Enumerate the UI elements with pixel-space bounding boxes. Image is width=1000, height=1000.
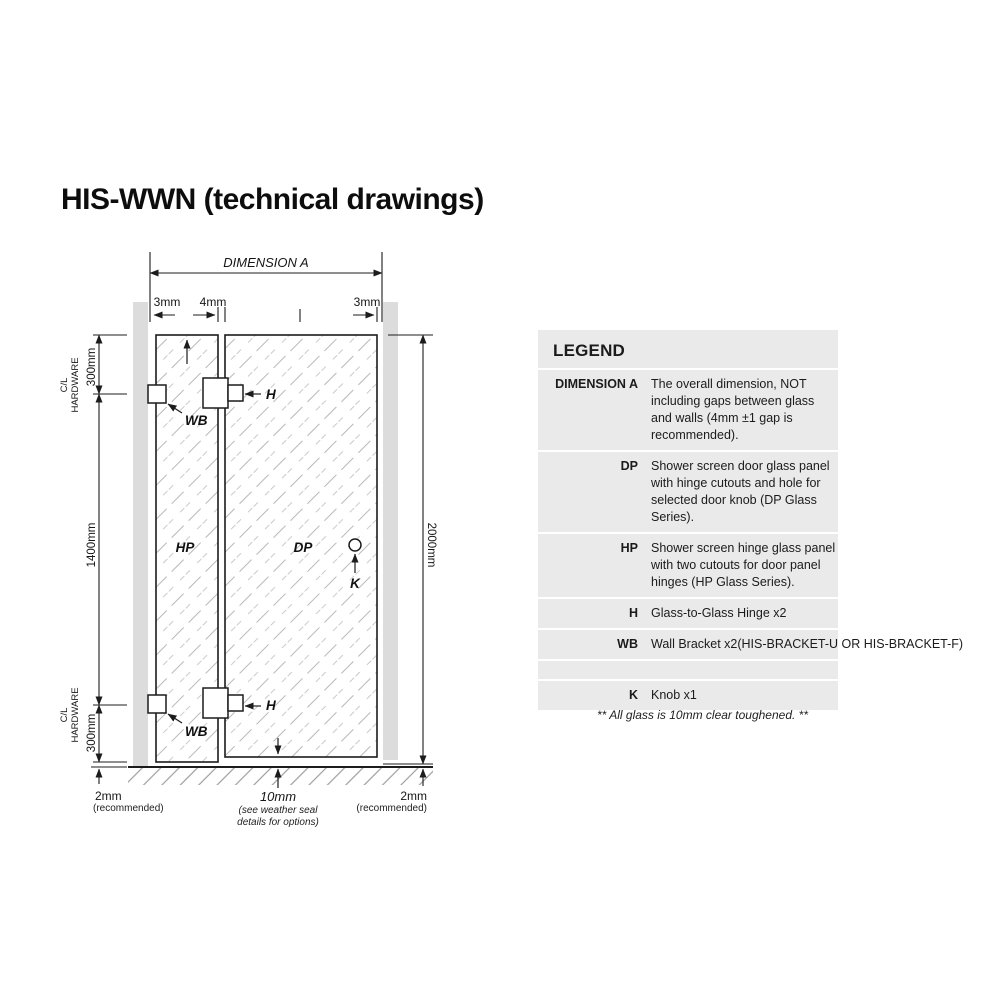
gap-3mm-left-label: 3mm [153, 295, 181, 309]
gap-2mm-left-note: (recommended) [93, 803, 164, 814]
h-top-label: H [266, 387, 276, 402]
legend-row-k [538, 679, 838, 710]
legend-panel [538, 330, 964, 710]
wb-bottom-label: WB [185, 724, 208, 739]
legend-title: LEGEND [553, 341, 626, 360]
legend-term: DIMENSION A [555, 377, 638, 391]
legend-desc: Wall Bracket x2(HIS-BRACKET-U OR HIS-BRACKET-F) [651, 637, 964, 651]
glass-hinge-bottom-tab [228, 695, 243, 711]
legend-desc: Shower screen hinge glass panel with two cutouts for door panel hinges (HP Glass Series). [651, 541, 836, 589]
gap-10mm-label: 10mm [259, 789, 297, 804]
hp-panel-label: HP [175, 540, 195, 555]
gap-4mm-label: 4mm [199, 295, 227, 309]
legend-desc [651, 666, 838, 674]
cl-hardware-top-label-1: C/L [59, 377, 70, 393]
wb-top-label: WB [185, 413, 208, 428]
weather-seal-note-2: details for options) [237, 817, 319, 828]
weather-seal-note-1: (see weather seal [238, 805, 318, 816]
gap-2mm-left-label: 2mm [95, 789, 122, 803]
gap-2mm-right-label: 2mm [400, 789, 427, 803]
legend-desc: Knob x1 [651, 688, 697, 702]
legend-row-dimension-a [538, 368, 838, 450]
legend-desc: Shower screen door glass panel with hinge cutouts and hole for selected door knob (DP Glass Series). [651, 459, 830, 524]
door-knob [349, 539, 361, 551]
gap-2mm-right-note: (recommended) [356, 803, 427, 814]
dimension-a-label: DIMENSION A [223, 255, 309, 270]
glass-hinge-top-tab [228, 385, 243, 401]
legend-desc: Glass-to-Glass Hinge x2 [651, 606, 787, 620]
legend-footnote: ** All glass is 10mm clear toughened. ** [597, 708, 808, 722]
legend-desc: The overall dimension, NOT including gaps between glass and walls (4mm ±1 gap is recommended). [651, 377, 815, 442]
cl-hardware-bottom-label-1: C/L [59, 707, 70, 723]
legend-row-h [538, 597, 838, 628]
legend-row-dp [538, 450, 838, 532]
right-wall [383, 302, 398, 760]
gap-3mm-right-label: 3mm [353, 295, 381, 309]
left-wall [133, 302, 148, 767]
glass-hinge-top-body [203, 378, 228, 408]
wall-bracket-top [148, 385, 166, 403]
dim-300mm-bottom-label: 300mm [86, 713, 98, 753]
dim-1400mm-label: 1400mm [86, 522, 98, 568]
legend-term [538, 666, 638, 674]
wall-bracket-bottom [148, 695, 166, 713]
top-gap-arrows [154, 307, 377, 322]
page-title: HIS-WWN (technical drawings) [61, 183, 484, 216]
glass-hinge-bottom-body [203, 688, 228, 718]
floor-hatch [128, 768, 433, 785]
dp-panel-label: DP [293, 540, 313, 555]
legend-term: H [628, 606, 638, 620]
legend-term: WB [617, 637, 638, 651]
knob-label: K [350, 576, 360, 591]
cl-hardware-top-label-2: HARDWARE [70, 357, 81, 413]
legend-term: DP [620, 459, 638, 473]
technical-drawing [55, 240, 475, 840]
legend-row-empty [538, 659, 838, 679]
cl-hardware-bottom-label-2: HARDWARE [70, 687, 81, 743]
legend-term: K [628, 688, 638, 702]
legend-row-wb [538, 628, 964, 659]
dim-300mm-top-label: 300mm [86, 347, 98, 387]
legend-row-hp [538, 532, 838, 597]
h-bottom-label: H [266, 698, 276, 713]
legend-term: HP [620, 541, 638, 555]
dim-2000mm-label: 2000mm [425, 522, 437, 568]
